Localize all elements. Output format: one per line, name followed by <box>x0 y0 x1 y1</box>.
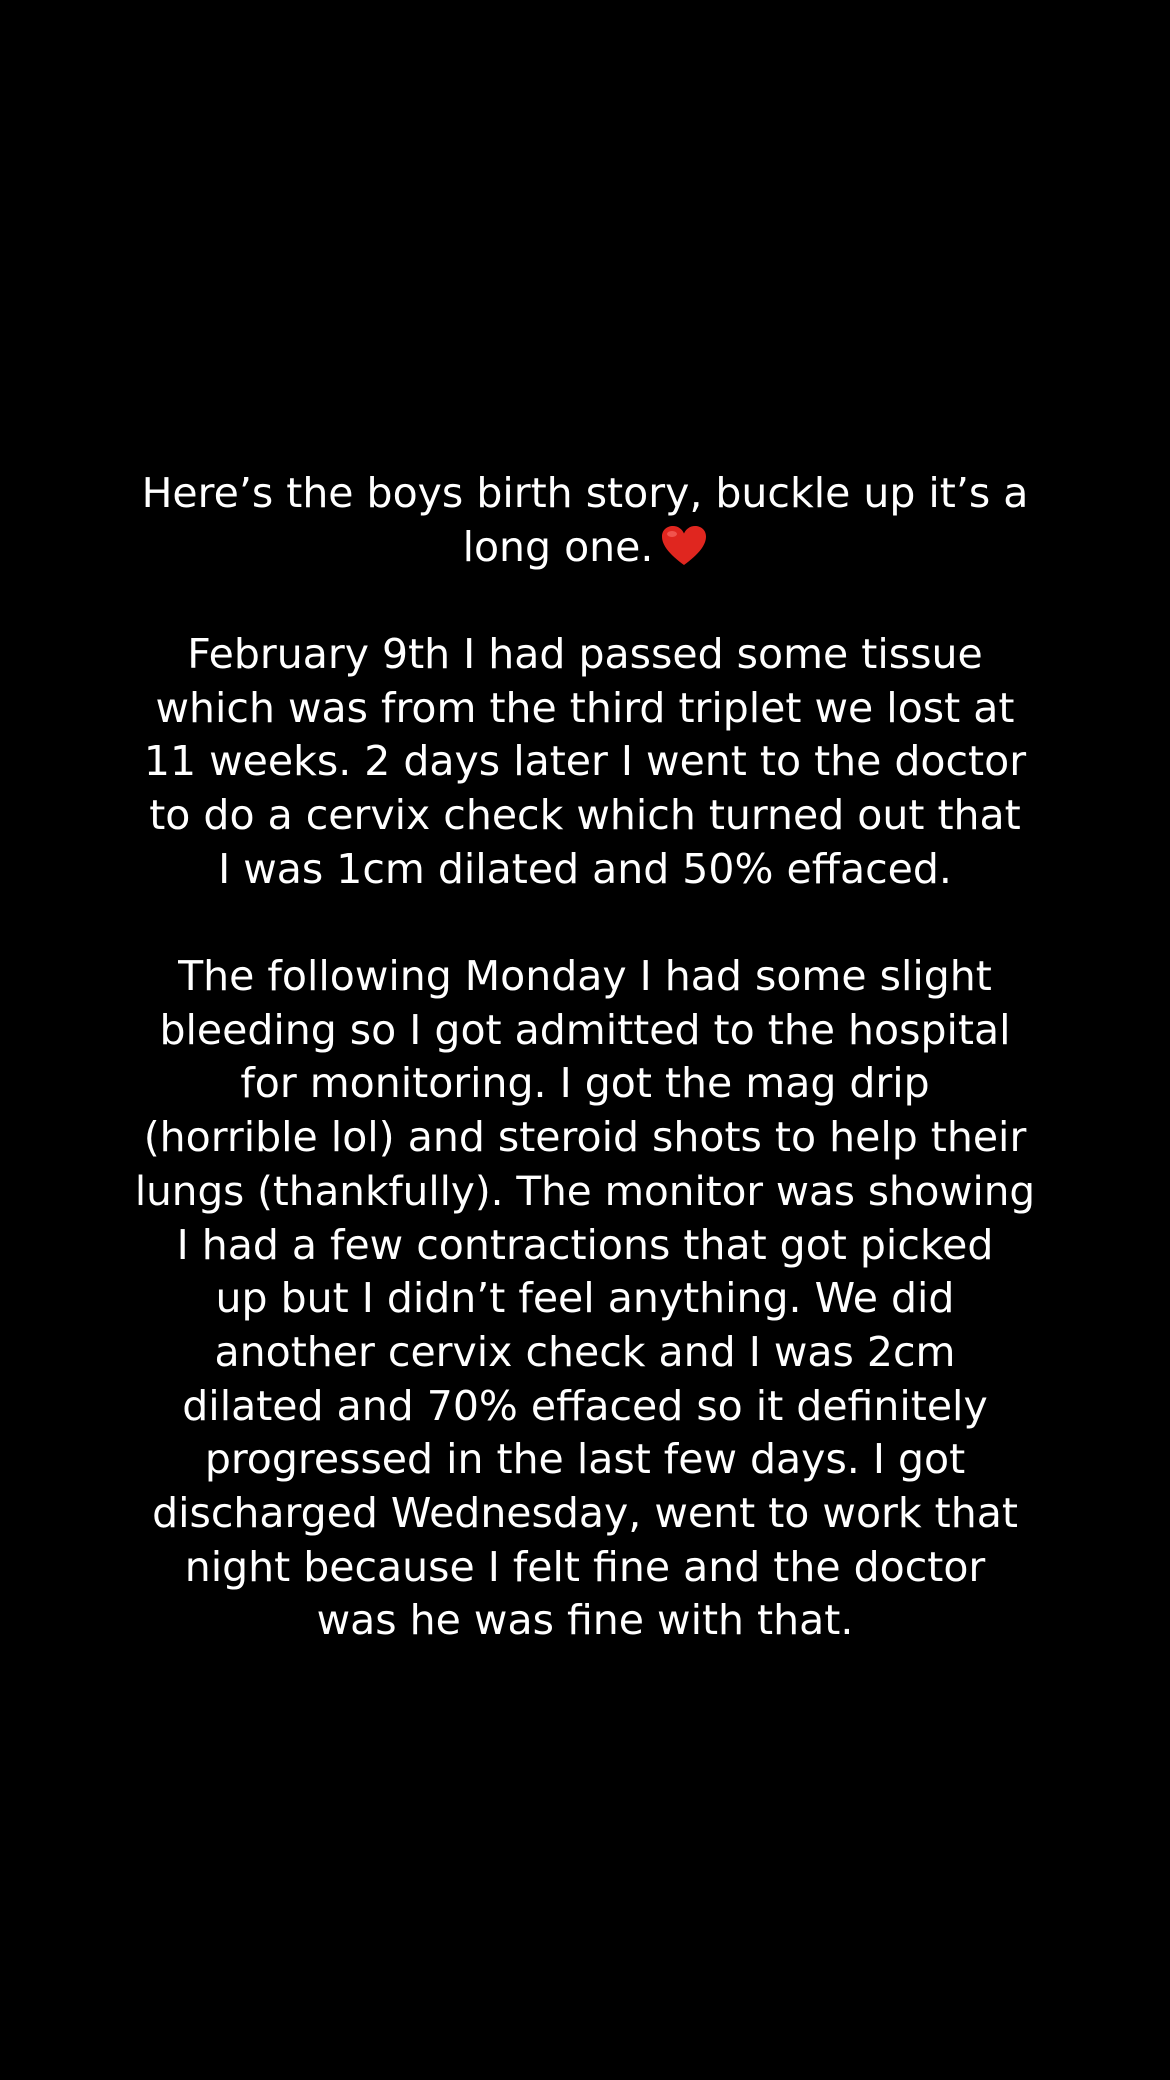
story-paragraph-monday <box>130 950 1040 1648</box>
story-line: I was 1cm dilated and 50% effaced. <box>218 844 952 893</box>
story-paragraph-february <box>130 628 1040 897</box>
story-line: 11 weeks. 2 days later I went to the doctor <box>143 737 1027 786</box>
story-line: up but I didn’t feel anything. We did <box>215 1274 955 1323</box>
story-line: bleeding so I got admitted to the hospital <box>159 1005 1011 1054</box>
story-line-text: long one. <box>462 522 654 571</box>
story-line: (horrible lol) and steroid shots to help their <box>143 1113 1027 1162</box>
story-line: was he was fine with that. <box>316 1596 854 1645</box>
story-line: February 9th I had passed some tissue <box>187 630 983 678</box>
story-line: dilated and 70% effaced so it definitely <box>182 1381 988 1430</box>
story-line: to do a cervix check which turned out that <box>149 791 1021 840</box>
story-line: discharged Wednesday, went to work that <box>152 1489 1018 1538</box>
story-line: progressed in the last few days. I got <box>204 1435 966 1484</box>
story-line-with-emoji <box>130 521 1040 575</box>
story-line: Here’s the boys birth story, buckle up it’s a <box>141 469 1029 517</box>
story-paragraph-intro <box>130 467 1040 574</box>
story-line: The following Monday I had some slight <box>178 952 992 1000</box>
story-line: for monitoring. I got the mag drip <box>240 1059 930 1108</box>
story-line: I had a few contractions that got picked <box>176 1220 994 1269</box>
story-line: night because I felt fine and the doctor <box>184 1542 986 1591</box>
story-line: which was from the third triplet we lost at <box>155 683 1015 732</box>
story-line: lungs (thankfully). The monitor was showing <box>134 1166 1036 1215</box>
story-line: another cervix check and I was 2cm <box>214 1327 956 1376</box>
heart-icon <box>661 525 707 567</box>
